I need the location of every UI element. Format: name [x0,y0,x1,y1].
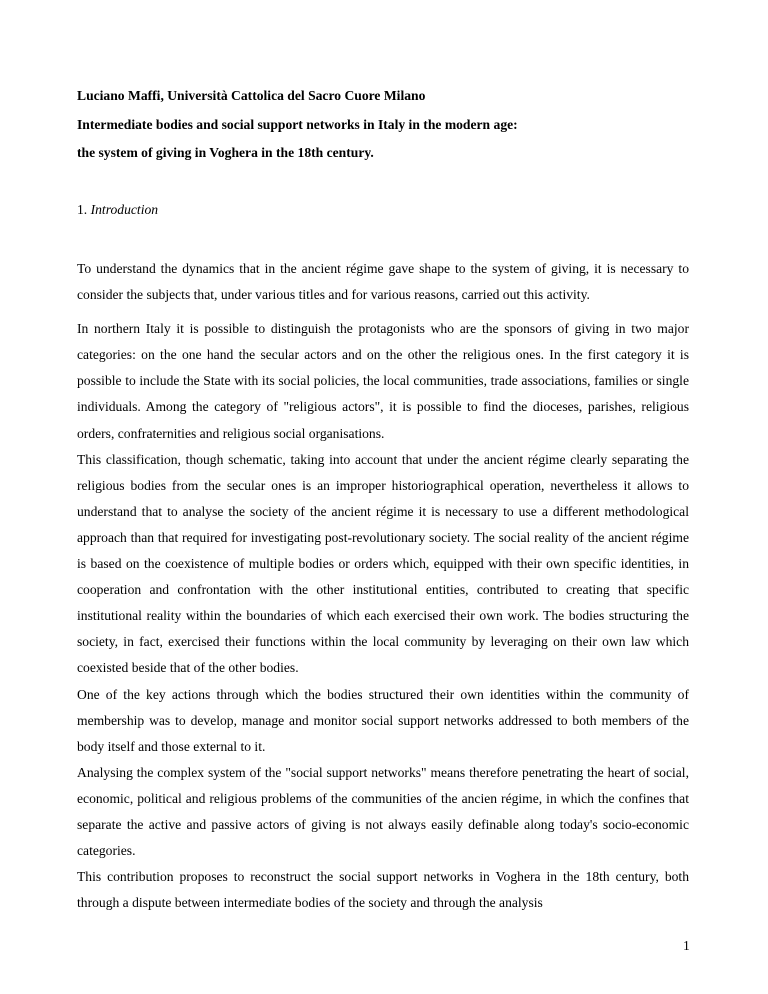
paragraph: This classification, though schematic, taking into account that under the ancient régime clearly separating the religious bodies from the secular ones is an improper historiographical operation, nevertheless it allows to understand that to analyse the society of the ancient régime it is necessary to use a different methodological approach than that required for investigating post-revolutionary society. The social reality of the ancient régime is based on the coexistence of multiple bodies or orders which, equipped with their own specific identities, in cooperation and confrontation with the other institutional entities, contributed to creating that specific institutional reality within the boundaries of which each exercised their own work. The bodies structuring the society, in fact, exercised their functions within the local community by leveraging on their own law which coexisted beside that of the other bodies. [77,451,689,676]
section-heading [77,200,158,220]
document-header [77,82,697,168]
page-number: 1 [683,938,690,953]
paragraph: To understand the dynamics that in the ancient régime gave shape to the system of giving, it is necessary to consider the subjects that, under various titles and for various reasons, carried out this activity. [77,261,689,303]
paragraph: This contribution proposes to reconstruct the social support networks in Voghera in the 18th century, both through a dispute between intermediate bodies of the society and through the analysis [77,869,689,911]
paragraph: One of the key actions through which the bodies structured their own identities within the community of membership was to develop, manage and monitor social support networks addressed to both members of the body itself and those external to it. [77,686,689,754]
paper-title-line-2: the system of giving in Voghera in the 18th century. [77,145,374,160]
paragraph: In northern Italy it is possible to distinguish the protagonists who are the sponsors of giving in two major categories: on the one hand the secular actors and on the other the religious ones. In the first category it is possible to include the State with its social policies, the local communities, trade associations, families or single individuals. Among the category of "religious actors", it is possible to find the dioceses, parishes, religious orders, confraternities and religious social organisations. [77,321,689,441]
paper-title-line-1: Intermediate bodies and social support networks in Italy in the modern age: [77,116,518,132]
author-affiliation: Luciano Maffi, Università Cattolica del Sacro Cuore Milano [77,88,426,103]
body-text [77,256,689,916]
paragraph: Analysing the complex system of the "social support networks" means therefore penetrating the heart of social, economic, political and religious problems of the communities of the ancien régime, in which the confines that separate the active and passive actors of giving is not always easily definable along today's socio-economic categories. [77,764,689,859]
section-number: 1. [77,202,88,217]
section-title: Introduction [90,202,159,217]
